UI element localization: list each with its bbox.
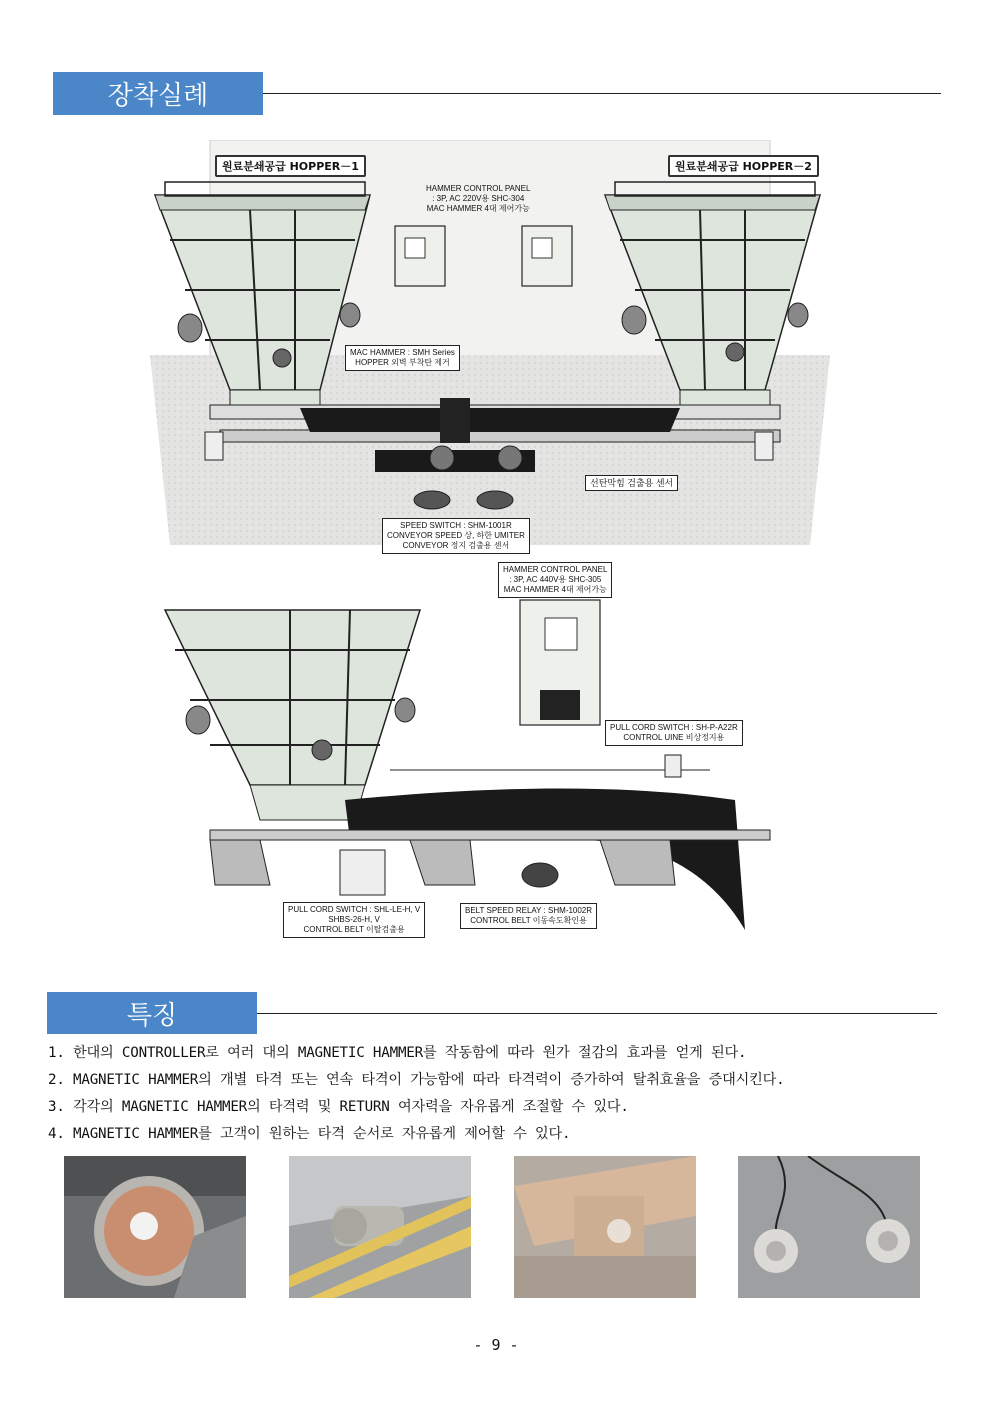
hopper-2-title: 원료분쇄공급 HOPPER－2	[668, 155, 819, 177]
section-divider	[263, 93, 941, 94]
hopper-3	[165, 610, 420, 820]
label-pull-cord-shl: PULL CORD SWITCH : SHL-LE-H, V SHBS-26-H, V CONTROL BELT 이탈검출용	[283, 902, 425, 938]
hopper-1-title: 원료분쇄공급 HOPPER－1	[215, 155, 366, 177]
label-mac-hammer: MAC HAMMER : SMH Series HOPPER 외벽 부착탄 제거	[345, 345, 460, 371]
photo-hammer-pipe	[289, 1156, 471, 1298]
label-hammer-control-panel-bottom: HAMMER CONTROL PANEL : 3P, AC 440V용 SHC-305 MAC HAMMER 4대 제어가능	[498, 562, 612, 598]
photo-sensors	[738, 1156, 920, 1298]
label-hammer-control-panel-top: HAMMER CONTROL PANEL : 3P, AC 220V용 SHC-304 MAC HAMMER 4대 제어가능	[426, 184, 531, 213]
control-panel-bottom	[520, 600, 600, 725]
feature-item: 4. MAGNETIC HAMMER를 고객이 원하는 타격 순서로 자유롭게 제어할 수 있다.	[48, 1126, 571, 1142]
feature-item: 2. MAGNETIC HAMMER의 개별 타격 또는 연속 타격이 가능함에 따라 타격력이 증가하여 탈취효율을 증대시킨다.	[48, 1072, 785, 1088]
label-speed-switch: SPEED SWITCH : SHM-1001R CONVEYOR SPEED 상, 하한 UMITER CONVEYOR 정지 검출용 센서	[382, 518, 530, 554]
section-title-features	[47, 992, 257, 1034]
feature-list	[48, 1040, 948, 1148]
label-sensor: 선탄막힘 검출용 센서	[585, 475, 678, 491]
section-divider	[257, 1013, 937, 1014]
feature-item: 3. 각각의 MAGNETIC HAMMER의 타격력 및 RETURN 여자력을 자유롭게 조절할 수 있다.	[48, 1099, 629, 1115]
section-title-text: 특징	[126, 1000, 178, 1031]
section-title-text: 장착실례	[107, 81, 209, 111]
feature-item: 1. 한대의 CONTROLLER로 여러 대의 MAGNETIC HAMMER를 작동함에 따라 원가 절감의 효과를 얻게 된다.	[48, 1045, 747, 1061]
page-number: - 9 -	[473, 1336, 519, 1354]
photo-hammer-installed	[64, 1156, 246, 1298]
label-pull-cord-a22r: PULL CORD SWITCH : SH-P-A22R CONTROL UINE 비상정지용	[605, 720, 743, 746]
installation-diagram	[150, 140, 830, 945]
photo-hammer-mount	[514, 1156, 696, 1298]
label-belt-speed-relay: BELT SPEED RELAY : SHM-1002R CONTROL BELT 이동속도확인용	[460, 903, 597, 929]
section-title-installation	[53, 72, 263, 115]
